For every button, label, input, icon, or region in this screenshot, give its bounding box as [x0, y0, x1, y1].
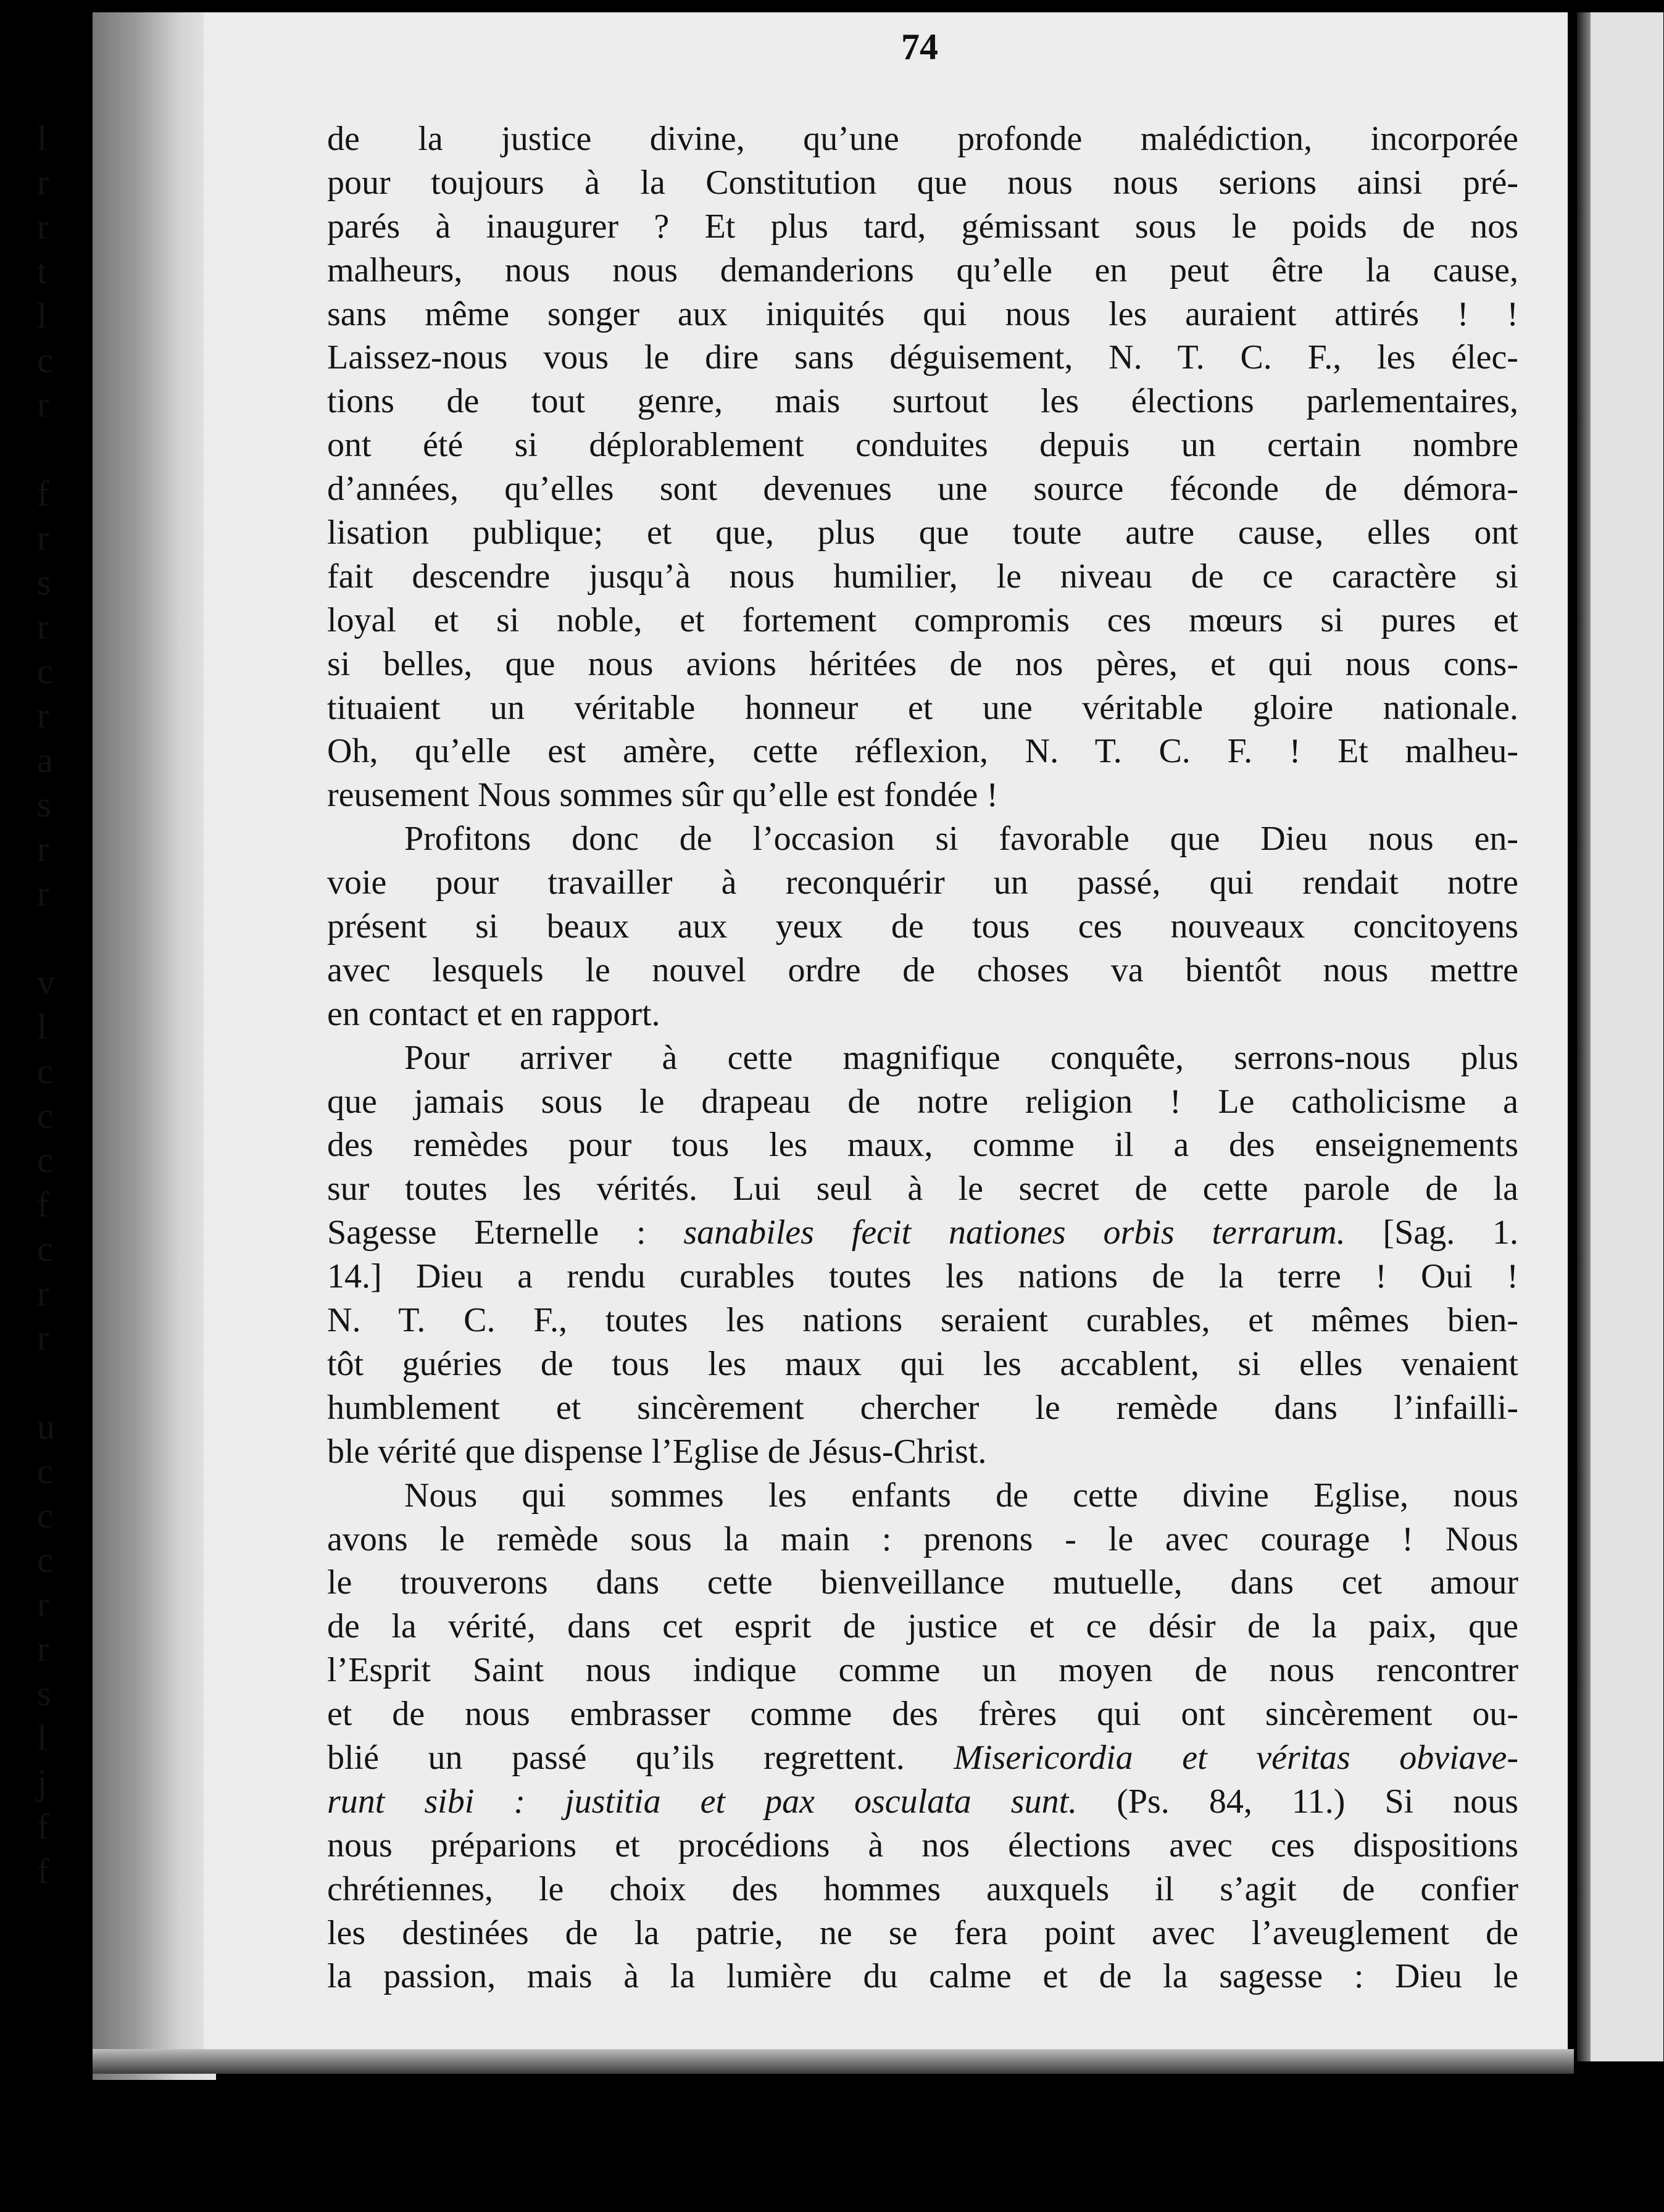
text-segment: en contact et en rapport.	[327, 994, 660, 1033]
adjacent-page-letter: r	[37, 873, 49, 913]
text-segment: malheurs, nous nous demanderions qu’elle en peut être la cause,	[327, 251, 1518, 289]
text-line	[327, 205, 1518, 249]
text-line	[327, 949, 1518, 992]
page-number: 74	[901, 27, 938, 67]
body-text	[327, 117, 1518, 1998]
text-line	[327, 1518, 1518, 1561]
text-line	[327, 555, 1518, 599]
adjacent-page-letter: j	[37, 1762, 48, 1802]
text-segment: [Sag. 1.	[1345, 1213, 1518, 1252]
latin-quotation: sanabiles fecit nationes orbis terrarum.	[683, 1213, 1346, 1252]
adjacent-page-letter: l	[37, 1007, 48, 1047]
text-line	[327, 1911, 1518, 1955]
text-segment: Pour arriver à cette magnifique conquête, serrons-nous plus	[404, 1038, 1518, 1077]
text-line	[327, 1123, 1518, 1167]
text-segment: loyal et si noble, et fortement compromis ces mœurs si pures et	[327, 601, 1518, 639]
adjacent-page-letter: u	[37, 1407, 55, 1447]
text-segment: les destinées de la patrie, ne se fera point avec l’aveuglement de	[327, 1913, 1518, 1952]
adjacent-page-letter: c	[37, 1540, 53, 1580]
text-line	[327, 1955, 1518, 1998]
text-line	[327, 1036, 1518, 1080]
text-segment: sur toutes les vérités. Lui seul à le secret de cette parole de la	[327, 1170, 1518, 1208]
text-line	[327, 686, 1518, 730]
adjacent-page-letter: r	[37, 1629, 49, 1669]
adjacent-page-letter: f	[37, 1807, 49, 1847]
text-segment: Oh, qu’elle est amère, cette réflexion, N. T. C. F. ! Et malheu-	[327, 732, 1518, 771]
adjacent-page-letter: r	[37, 829, 49, 869]
text-line	[327, 161, 1518, 205]
adjacent-page-letter	[37, 427, 55, 472]
text-line	[327, 773, 1518, 817]
adjacent-page-letter: r	[37, 1584, 49, 1624]
text-segment: N. T. C. F., toutes les nations seraient curables, et mêmes bien-	[327, 1301, 1518, 1340]
text-line	[327, 467, 1518, 511]
adjacent-page-letter: c	[37, 1140, 53, 1180]
text-segment: parés à inaugurer ? Et plus tard, gémissant sous le poids de nos	[327, 207, 1518, 246]
text-line	[327, 817, 1518, 861]
text-segment: de la justice divine, qu’une profonde malédiction, incorporée	[327, 120, 1518, 158]
adjacent-page-letter: f	[37, 1184, 49, 1224]
text-line	[327, 599, 1518, 642]
adjacent-page-letter: c	[37, 340, 53, 380]
text-segment: si belles, que nous avions héritées de nos pères, et qui nous cons-	[327, 644, 1518, 683]
adjacent-page-letter: t	[37, 251, 48, 291]
text-line	[327, 423, 1518, 467]
adjacent-page-letter: v	[37, 962, 55, 1002]
text-segment: avec lesquels le nouvel ordre de choses va bientôt nous mettre	[327, 950, 1518, 989]
text-line	[327, 380, 1518, 423]
text-segment: Profitons donc de l’occasion si favorable que Dieu nous en-	[404, 820, 1518, 859]
text-segment: la passion, mais à la lumière du calme et de la sagesse : Dieu le	[327, 1957, 1518, 1996]
adjacent-page-letter: c	[37, 651, 53, 691]
book-spine-shadow	[1577, 12, 1591, 2061]
adjacent-page-letter: r	[37, 607, 49, 647]
text-segment: l’Esprit Saint nous indique comme un moyen de nous rencontrer	[327, 1651, 1518, 1690]
adjacent-page-letter: s	[37, 784, 51, 825]
adjacent-page-letter: s	[37, 1673, 51, 1713]
text-segment: tions de tout genre, mais surtout les élections parlementaires,	[327, 382, 1518, 421]
text-line	[327, 1255, 1518, 1299]
text-line	[327, 730, 1518, 773]
adjacent-page-strip	[1577, 12, 1663, 2061]
adjacent-page-letter: c	[37, 1229, 53, 1269]
adjacent-page-letter	[37, 916, 55, 960]
page-gutter	[93, 12, 216, 2080]
latin-quotation: runt sibi : justitia et pax osculata sunt.	[327, 1782, 1078, 1821]
adjacent-page-letter: c	[37, 1051, 53, 1091]
text-line	[327, 992, 1518, 1036]
text-segment: 14.] Dieu a rendu curables toutes les nations de la terre ! Oui !	[327, 1257, 1518, 1296]
text-segment: voie pour travailler à reconquérir un passé, qui rendait notre	[327, 863, 1518, 902]
text-segment: humblement et sincèrement chercher le remède dans l’infailli-	[327, 1388, 1518, 1427]
text-line	[327, 1561, 1518, 1605]
text-line	[327, 905, 1518, 949]
text-segment: Sagesse Eternelle :	[327, 1213, 684, 1252]
text-line	[327, 1386, 1518, 1430]
adjacent-page-letter: a	[37, 740, 53, 780]
adjacent-page-letters	[37, 116, 55, 1894]
text-line	[327, 861, 1518, 905]
text-line	[327, 1868, 1518, 1911]
text-line	[327, 511, 1518, 555]
text-line	[327, 293, 1518, 336]
text-line	[327, 1080, 1518, 1124]
adjacent-page-letter: l	[37, 118, 48, 158]
text-segment: que jamais sous le drapeau de notre religion ! Le catholicisme a	[327, 1082, 1518, 1121]
text-segment: avons le remède sous la main : prenons - le avec courage ! Nous	[327, 1520, 1518, 1558]
adjacent-page-letter: r	[37, 696, 49, 736]
text-line	[327, 117, 1518, 161]
adjacent-page-letter: s	[37, 562, 51, 602]
text-segment: nous préparions et procédions à nos élections avec ces dispositions	[327, 1826, 1518, 1865]
text-segment: Nous qui sommes les enfants de cette divine Eglise, nous	[404, 1476, 1518, 1515]
text-segment: Laissez-nous vous le dire sans déguisement, N. T. C. F., les élec-	[327, 338, 1518, 377]
text-line	[327, 1780, 1518, 1824]
text-line	[327, 1649, 1518, 1692]
text-segment: reusement Nous sommes sûr qu’elle est fondée !	[327, 776, 999, 815]
adjacent-page-letter: c	[37, 1096, 53, 1136]
adjacent-page-letter: f	[37, 1851, 49, 1891]
text-segment: sans même songer aux iniquités qui nous les auraient attirés ! !	[327, 294, 1518, 333]
latin-quotation: Misericordia et véritas obviave-	[954, 1738, 1518, 1777]
text-segment: des remèdes pour tous les maux, comme il a des enseignements	[327, 1126, 1518, 1165]
text-segment: chrétiennes, le choix des hommes auxquels il s’agit de confier	[327, 1869, 1518, 1908]
text-line	[327, 336, 1518, 380]
adjacent-page-letter: r	[37, 385, 49, 425]
text-line	[327, 1605, 1518, 1649]
adjacent-page-letter: r	[37, 207, 49, 247]
adjacent-page-letter: r	[37, 518, 49, 558]
text-segment: et de nous embrasser comme des frères qui ont sincèrement ou-	[327, 1695, 1518, 1734]
text-line	[327, 249, 1518, 293]
text-segment: présent si beaux aux yeux de tous ces nouveaux concitoyens	[327, 907, 1518, 946]
text-segment: lisation publique; et que, plus que toute autre cause, elles ont	[327, 514, 1518, 552]
text-segment: pour toujours à la Constitution que nous nous serions ainsi pré-	[327, 163, 1518, 202]
text-segment: d’années, qu’elles sont devenues une source féconde de démora-	[327, 470, 1518, 509]
text-segment: tôt guéries de tous les maux qui les accablent, si elles venaient	[327, 1344, 1518, 1383]
text-line	[327, 1211, 1518, 1255]
adjacent-page-letter: f	[37, 473, 49, 514]
page-bottom-edge	[93, 2049, 1574, 2074]
text-line	[327, 642, 1518, 686]
text-segment: ont été si déplorablement conduites depuis un certain nombre	[327, 426, 1518, 465]
adjacent-page-letter: c	[37, 1451, 53, 1491]
text-line	[327, 1736, 1518, 1780]
text-segment: fait descendre jusqu’à nous humilier, le niveau de ce caractère si	[327, 557, 1518, 596]
adjacent-page-letter: l	[37, 296, 48, 336]
text-line	[327, 1692, 1518, 1736]
text-line	[327, 1299, 1518, 1342]
text-segment: (Ps. 84, 11.) Si nous	[1077, 1782, 1518, 1821]
text-line	[327, 1824, 1518, 1868]
text-segment: ble vérité que dispense l’Eglise de Jésus-Christ.	[327, 1432, 987, 1471]
text-segment: tituaient un véritable honneur et une véritable gloire nationale.	[327, 688, 1518, 727]
text-segment: de la vérité, dans cet esprit de justice et ce désir de la paix, que	[327, 1607, 1518, 1646]
text-line	[327, 1430, 1518, 1474]
adjacent-page-letter	[37, 1360, 55, 1405]
text-segment: blié un passé qu’ils regrettent.	[327, 1738, 954, 1777]
adjacent-page-letter: l	[37, 1718, 48, 1758]
adjacent-page-letter: r	[37, 1273, 49, 1313]
adjacent-page-letter: c	[37, 1495, 53, 1536]
text-line	[327, 1342, 1518, 1386]
text-line	[327, 1474, 1518, 1518]
text-line	[327, 1167, 1518, 1211]
adjacent-page-letter: r	[37, 162, 49, 202]
text-segment: le trouverons dans cette bienveillance mutuelle, dans cet amour	[327, 1563, 1518, 1602]
adjacent-page-letter: r	[37, 1318, 49, 1358]
